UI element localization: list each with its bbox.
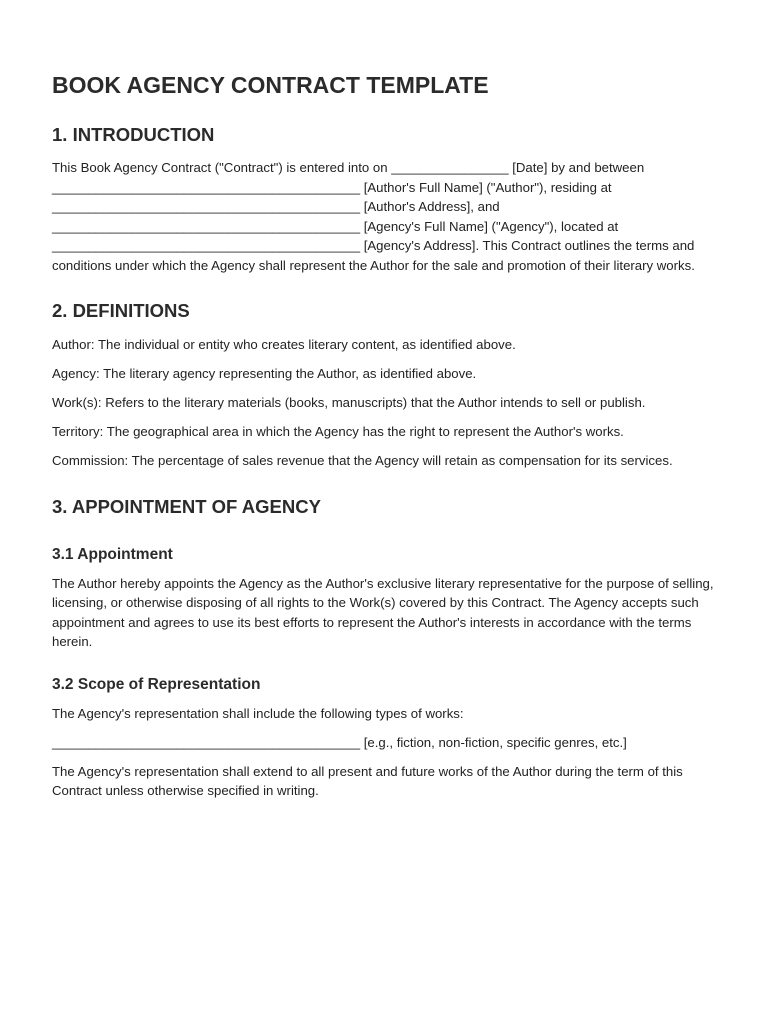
definition-territory: Territory: The geographical area in which the Agency has the right to represent the Author's works.: [52, 424, 624, 439]
appointment-paragraph: The Author hereby appoints the Agency as the Author's exclusive literary representative for the purpose of selling, licensing, or otherwise disposing of all rights to the Work(s) covered by this Contract. The Agency accepts such appointment and agrees to use its best efforts to represent the Author's interests in accordance with the terms herein.: [52, 575, 714, 649]
document-title: BOOK AGENCY CONTRACT TEMPLATE: [52, 72, 489, 98]
appointment-heading: 3. APPOINTMENT OF AGENCY: [52, 495, 321, 517]
introduction-heading: 1. INTRODUCTION: [52, 124, 215, 145]
definitions-heading: 2. DEFINITIONS: [52, 300, 190, 321]
introduction-paragraph: This Book Agency Contract ("Contract") is entered into on ________________ [Date] by and between __________________________________________ [Author's Full Name] ("Author"), residing at __________________________________________ [Author's Address], and __________________________________________ [Agency's Full Name] ("Agency"), located at __________________________________________ [Agency's Address]. This Contract outlines the terms and conditions under which the Agency shall represent the Author for the sale and promotion of their literary works.: [52, 160, 695, 273]
definition-author: Author: The individual or entity who creates literary content, as identified above.: [52, 337, 516, 352]
definition-works: Work(s): Refers to the literary materials (books, manuscripts) that the Author intends to sell or publish.: [52, 395, 646, 410]
section-appointment: [52, 494, 720, 801]
definition-agency: Agency: The literary agency representing the Author, as identified above.: [52, 366, 477, 381]
definition-commission: Commission: The percentage of sales revenue that the Agency will retain as compensation for its services.: [52, 453, 673, 468]
scope-paragraph-intro: The Agency's representation shall include the following types of works:: [52, 705, 464, 721]
scope-paragraph-blank: __________________________________________ [e.g., fiction, non-fiction, specific genres, etc.]: [52, 735, 627, 750]
scope-subheading: 3.2 Scope of Representation: [52, 675, 261, 693]
document-page: [52, 68, 720, 801]
scope-paragraph-extent: The Agency's representation shall extend to all present and future works of the Author during the term of this Contract unless otherwise specified in writing.: [52, 763, 683, 798]
appointment-subheading: 3.1 Appointment: [52, 545, 173, 563]
section-definitions: [52, 298, 720, 471]
section-introduction: [52, 122, 720, 275]
